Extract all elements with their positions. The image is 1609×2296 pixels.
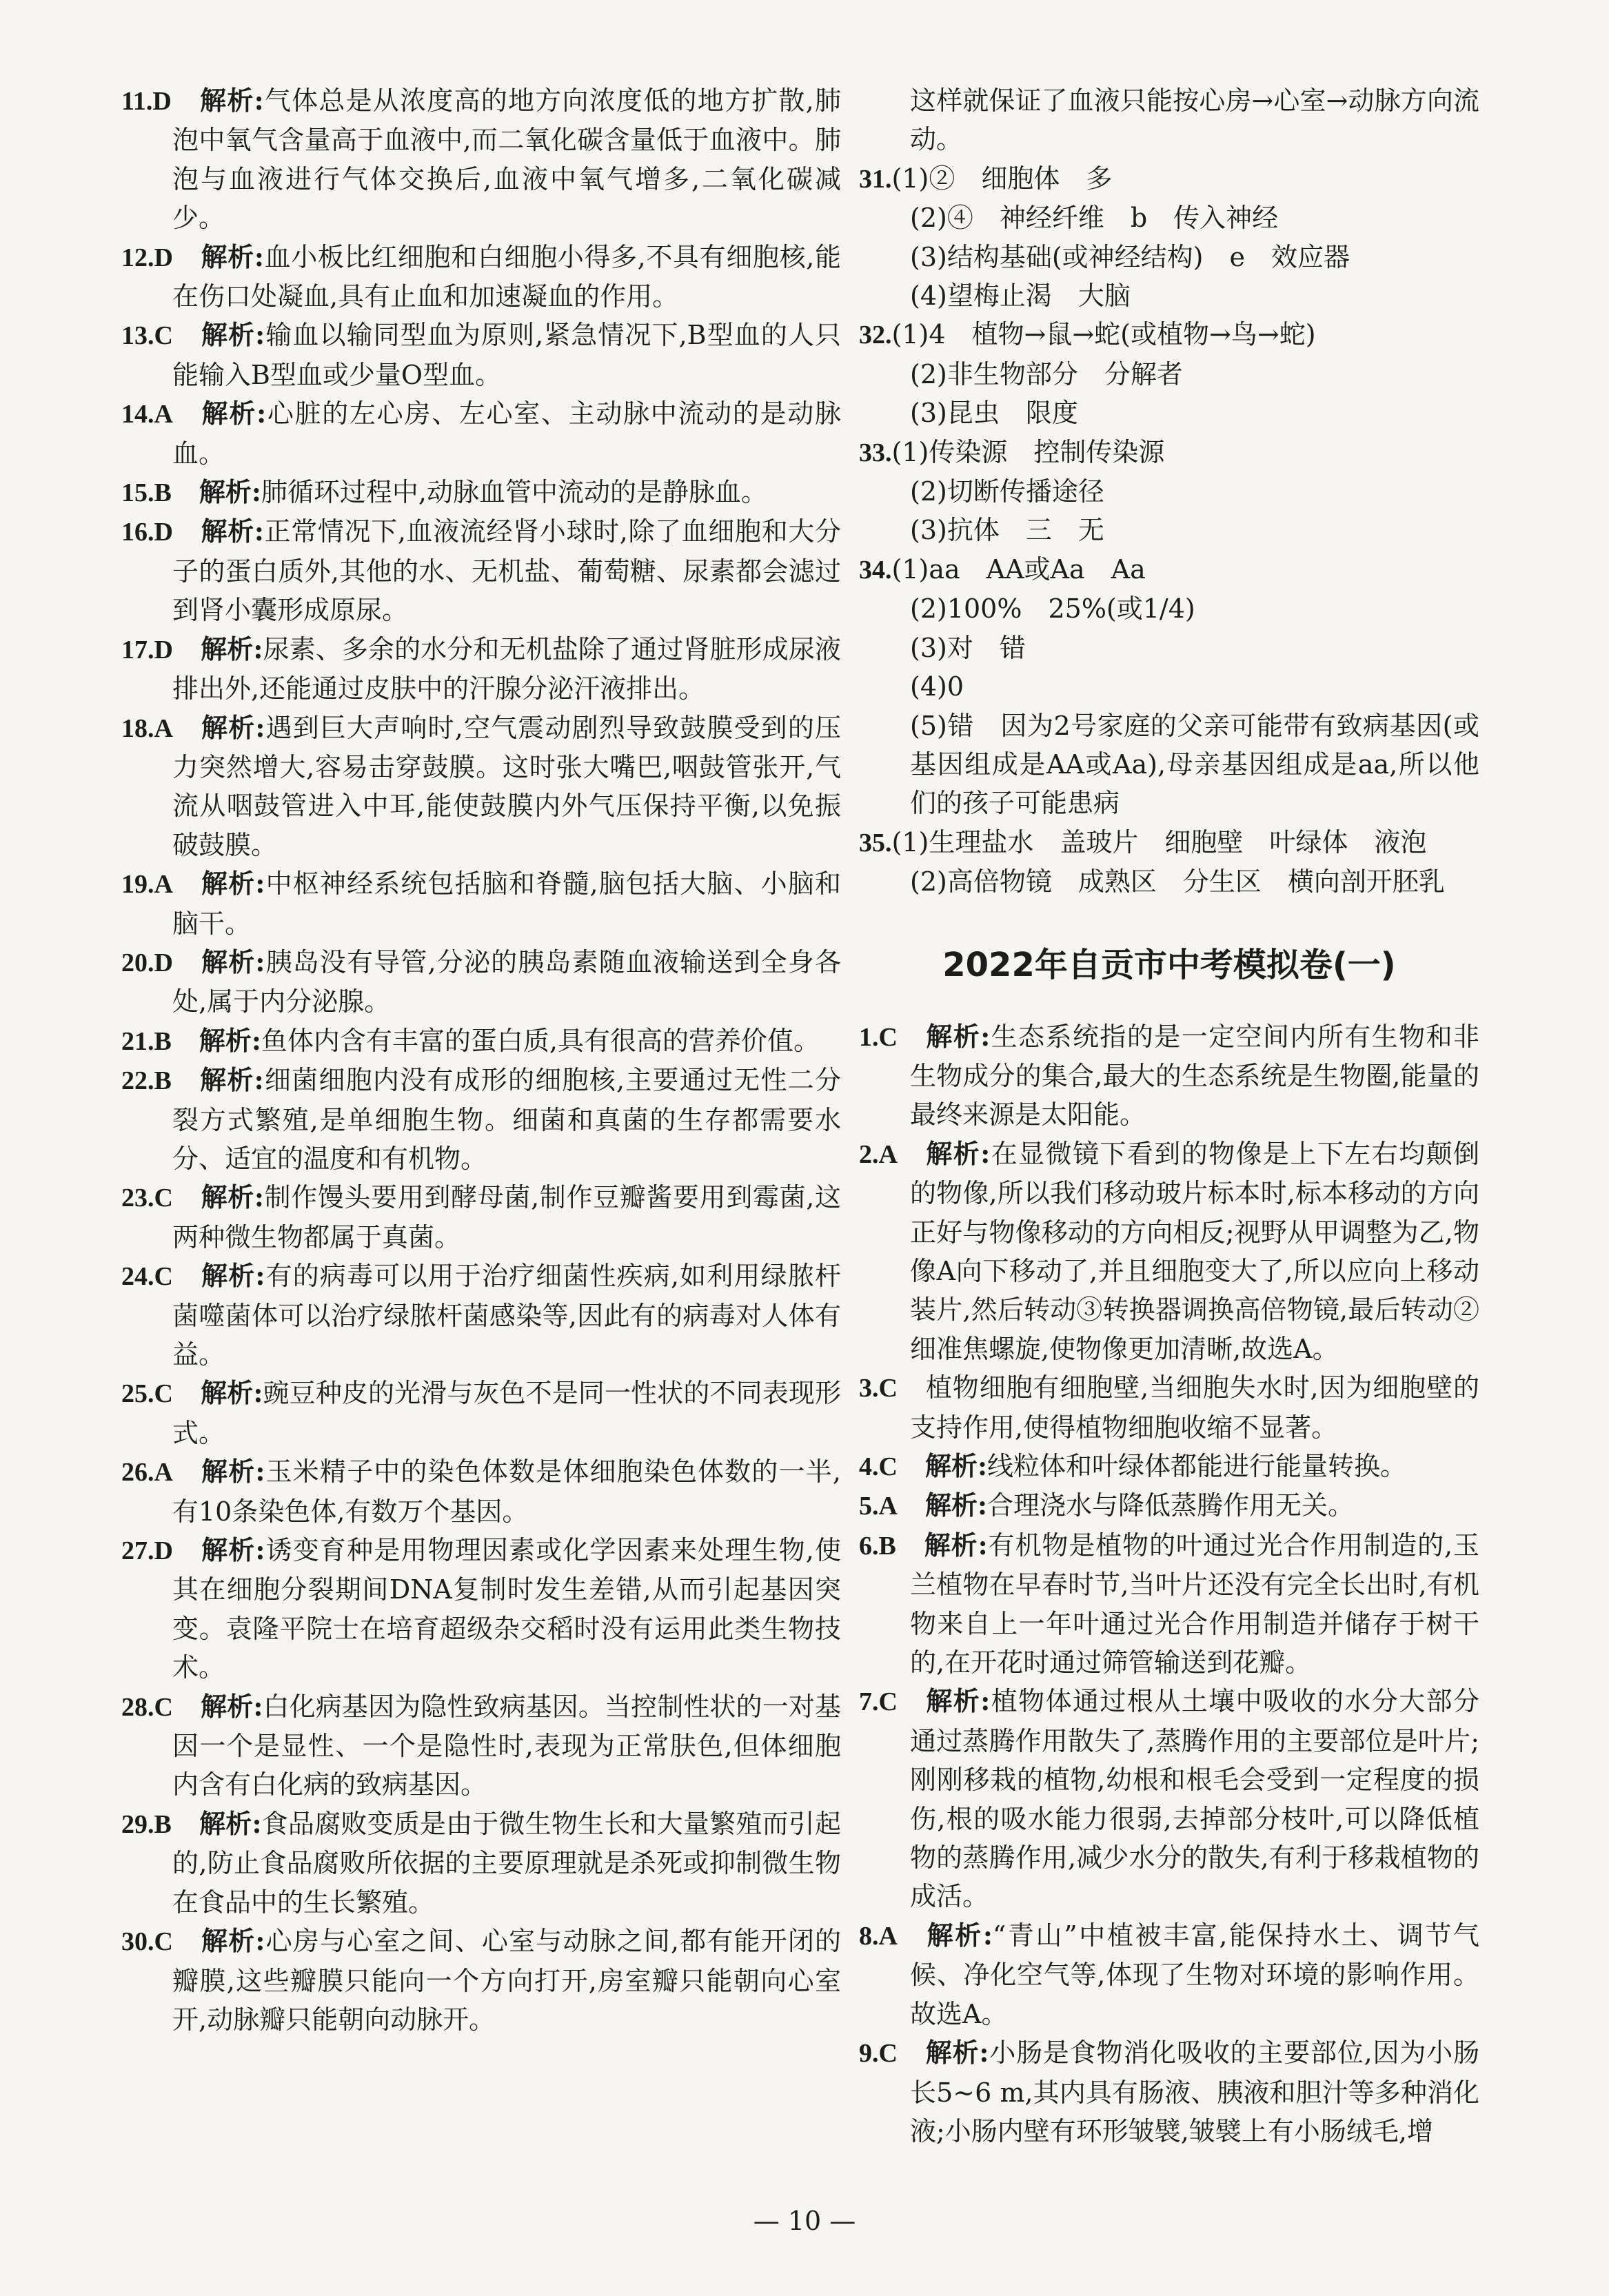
explanation-label: 解析: [200,319,265,351]
answer-letter: A [154,713,173,743]
answer-letter: A [154,400,173,429]
explanation-label: 解析: [924,1450,987,1481]
explanation-label: 解析: [200,868,265,900]
question-number: 34. [859,555,892,585]
question-number: 19. [121,870,154,900]
answer-letter: A [154,1458,173,1487]
explanation-text: 正常情况下,血液流经肾小球时,除了血细胞和大分子的蛋白质外,其他的水、无机盐、葡萄糖、尿素都会滤过到肾小囊形成原尿。 [172,516,841,626]
question-number: 9. [859,2039,879,2069]
explanation-text: 在显微镜下看到的物像是上下左右均颠倒的物像,所以我们移动玻片标本时,标本移动的方向正好与物像移动的方向相反;视野从甲调整为乙,物像A向下移动了,并且细胞变大了,所以应向上移动装片,然后转动③转换器调换高倍物镜,最后转动②细准焦螺旋,使物像更加清晰,故选A。 [910,1138,1479,1364]
answer-entry [121,864,841,943]
explanation-text: 有的病毒可以用于治疗细菌性疾病,如利用绿脓杆菌噬菌体可以治疗绿脓杆菌感染等,因此有的病毒对人体有益。 [172,1261,841,1370]
answer-letter: D [152,87,172,116]
question-number: 32. [859,321,892,350]
question-number: 20. [121,948,154,977]
explanation-label: 解析: [200,398,267,429]
explanation-label: 解析: [200,1377,263,1409]
answer-letter: C [154,1183,173,1213]
answer-entry [121,316,841,394]
answer-letter: B [154,1026,172,1056]
explanation-text: 遇到巨大声响时,空气震动剧烈导致鼓膜受到的压力突然增大,容易击穿鼓膜。这时张大嘴巴,咽鼓管张开,气流从咽鼓管进入中耳,能使鼓膜内外气压保持平衡,以免振破鼓膜。 [172,712,841,860]
question-number: 35. [859,828,892,857]
question-number: 5. [859,1492,879,1521]
answer-entry [859,1135,1479,1368]
question-number: 21. [121,1026,154,1056]
answer-entry [121,1452,841,1531]
section-title: 2022年自贡市中考模拟卷(一) [942,945,1396,984]
explanation-label: 解析: [199,1807,262,1839]
explanation-text: 小肠是食物消化吸收的主要部位,因为小肠长5~6 m,其内具有肠液、胰液和胆汁等多种消化液;小肠内壁有环形皱襞,皱襞上有小肠绒毛,增 [910,2038,1479,2146]
explanation-text: 制作馒头要用到酵母菌,制作豆瓣酱要用到霉菌,这两种微生物都属于真菌。 [172,1182,841,1252]
answer-letter: C [878,1374,898,1403]
answer-entry [121,630,841,709]
explanation-text: 生态系统指的是一定空间内所有生物和非生物成分的集合,最大的生态系统是生物圈,能量的最终来源是太阳能。 [910,1021,1479,1130]
explanation-label: 解析: [199,476,261,508]
answer-text: (1)② 细胞体 多 [891,163,1113,194]
answer-entry [121,473,841,512]
question-number: 12. [121,243,154,272]
explanation-text: 输血以输同型血为原则,紧急情况下,B型血的人只能输入B型血或少量O型血。 [172,320,841,390]
explanation-text: 气体总是从浓度高的地方向浓度低的地方扩散,肺泡中氧气含量高于血液中,而二氧化碳含量低于血液中。肺泡与血液进行气体交换后,血液中氧气增多,二氧化碳减少。 [172,85,841,234]
question-number: 3. [859,1374,879,1403]
fill-in-answers [859,159,1479,902]
explanation-label: 解析: [200,1260,265,1292]
explanation-text: 尿素、多余的水分和无机盐除了通过肾脏形成尿液排出外,还能通过皮肤中的汗腺分泌汗液排出。 [172,633,841,704]
question-number: 22. [121,1066,154,1096]
answer-letter: C [154,321,173,351]
answer-entry [121,1922,841,2039]
question-number: 7. [859,1687,879,1717]
question-number: 4. [859,1452,879,1481]
explanation-label: 解析: [200,633,263,664]
answer-group [859,433,1479,550]
explanation-text: 有机物是植物的叶通过光合作用制造的,玉兰植物在早春时节,当叶片还没有完全长出时,有机物来自上一年叶通过光合作用制造并储存于树干的,在开花时通过筛管输送到花瓣。 [910,1530,1479,1678]
right-column [859,81,1479,2151]
explanation-text: 白化病基因为隐性致病基因。当控制性状的一对基因一个是显性、一个是隐性时,表现为正常肤色,但体细胞内含有白化病的致病基因。 [172,1691,841,1800]
answer-line: (3)结构基础(或神经结构) e 效应器 [910,241,1350,272]
answer-line: (4)0 [910,671,964,702]
explanation-label: 解析: [924,1020,991,1052]
answer-line: (3)昆虫 限度 [910,398,1078,429]
answer-entry [121,238,841,316]
explanation-label: 解析: [924,1490,987,1521]
question-number: 25. [121,1379,154,1409]
answer-list [859,1017,1479,2151]
answer-letter: B [154,1066,172,1096]
answer-entry [121,1374,841,1452]
answer-letter: C [878,1022,898,1052]
answer-entry [859,1368,1479,1447]
answer-entry [859,1916,1479,2033]
continued-explanation: 这样就保证了血液只能按心房→心室→动脉方向流动。 [910,85,1479,155]
answer-text: (1)传染源 控制传染源 [891,436,1165,467]
explanation-text: 心脏的左心房、左心室、主动脉中流动的是动脉血。 [172,398,841,469]
answer-letter: C [878,2039,898,2069]
answer-letter: C [878,1687,898,1717]
answer-group [859,159,1479,316]
answer-letter: A [878,1139,898,1169]
answer-letter: B [154,1809,172,1839]
question-number: 29. [121,1809,154,1839]
page-number: — 10 — [753,2206,856,2236]
question-number: 31. [859,164,892,194]
answer-line: (2)高倍物镜 成熟区 分生区 横向剖开胚乳 [910,866,1445,897]
answer-text: (1)4 植物→鼠→蛇(或植物→鸟→蛇) [891,319,1316,350]
explanation-label: 解析: [200,1925,265,1957]
explanation-label: 解析: [923,1529,988,1561]
explanation-label: 解析: [924,2037,989,2069]
answer-letter: A [878,1492,898,1521]
explanation-text: 细菌细胞内没有成形的细胞核,主要通过无性二分裂方式繁殖,是单细胞生物。细菌和真菌的生存都需要水分、适宜的温度和有机物。 [172,1065,841,1174]
answer-line [859,159,1479,199]
explanation-label: 解析: [200,711,265,743]
left-column [121,81,841,2039]
question-number: 18. [121,713,154,743]
answer-text: (1)aa AA或Aa Aa [891,553,1146,585]
answer-line [859,823,1479,862]
explanation-text: 豌豆种皮的光滑与灰色不是同一性状的不同表现形式。 [172,1378,841,1448]
question-number: 15. [121,478,154,508]
question-number: 26. [121,1458,154,1487]
question-number: 23. [121,1183,154,1213]
answer-entry [859,1682,1479,1916]
answer-line [859,315,1479,354]
answer-group [859,315,1479,432]
answer-entry [121,81,841,238]
answer-line [859,550,1479,589]
explanation-text: 胰岛没有导管,分泌的胰岛素随血液输送到全身各处,属于内分泌腺。 [172,946,841,1017]
answer-letter: A [154,870,173,900]
answer-line: (5)错 因为2号家庭的父亲可能带有致病基因(或基因组成是AA或Aa),母亲基因组成是aa,所以他们的孩子可能患病 [910,710,1479,819]
question-number: 2. [859,1139,879,1169]
answer-letter: D [154,1536,173,1566]
answer-letter: C [154,1692,173,1722]
explanation-label: 解析: [924,1685,991,1717]
answer-entry [121,709,841,865]
question-number: 30. [121,1927,154,1957]
answer-letter: A [878,1921,898,1951]
answer-entry [121,512,841,629]
answer-entry [121,1061,841,1178]
explanation-label: 解析: [200,516,264,547]
explanation-label: 解析: [199,85,264,116]
explanation-label: 解析: [200,241,264,272]
answer-letter: D [154,635,173,664]
answer-entry [859,1526,1479,1683]
question-number: 16. [121,518,154,547]
answer-letter: D [154,243,173,272]
explanation-text: 植物体通过根从土壤中吸收的水分大部分通过蒸腾作用散失了,蒸腾作用的主要部位是叶片;刚刚移栽的植物,幼根和根毛会受到一定程度的损伤,根的吸水能力很弱,去掉部分枝叶,可以降低植物的蒸腾作用,减少水分的散失,有利于移栽植物的成活。 [910,1686,1479,1912]
answer-entry [121,1022,841,1061]
answer-entry [859,1447,1479,1486]
question-number: 1. [859,1022,879,1052]
explanation-label: 解析: [199,1064,264,1096]
question-number: 27. [121,1536,154,1566]
answer-letter: B [878,1531,896,1561]
answer-line: (2)非生物部分 分解者 [910,358,1183,389]
explanation-label: 解析: [200,1534,265,1566]
answer-letter: B [154,478,172,508]
answer-line: (3)对 错 [910,632,1026,663]
question-number: 6. [859,1531,879,1561]
answer-letter: C [154,1927,173,1957]
answer-line: (4)望梅止渴 大脑 [910,281,1131,312]
explanation-label: 解析: [200,1690,263,1722]
answer-letter: C [878,1452,898,1481]
question-number: 17. [121,635,154,664]
explanation-text: 肺循环过程中,动脉血管中流动的是静脉血。 [261,477,767,508]
explanation-label: 解析: [200,1456,265,1487]
question-number: 24. [121,1262,154,1292]
answer-group [859,823,1479,902]
explanation-text: 合理浇水与降低蒸腾作用无关。 [986,1490,1354,1521]
answer-entry [121,1257,841,1374]
question-number: 14. [121,400,154,429]
answer-entry [859,1486,1479,1525]
answer-letter: D [154,948,173,977]
answer-entry [121,1805,841,1922]
answer-line: (2)100% 25%(或1/4) [910,593,1195,624]
answer-entry [859,1017,1479,1135]
answer-entry [121,394,841,473]
answer-entry [121,1531,841,1687]
explanation-text: 血小板比红细胞和白细胞小得多,不具有细胞核,能在伤口处凝血,具有止血和加速凝血的作用。 [172,241,841,312]
question-number: 8. [859,1921,879,1951]
answer-letter: C [154,1379,173,1409]
explanation-text: 玉米精子中的染色体数是体细胞染色体数的一半,有10条染色体,有数万个基因。 [172,1456,841,1527]
explanation-label: 解析: [200,1181,264,1213]
question-number: 13. [121,321,154,351]
answer-line [859,433,1479,472]
question-number: 11. [121,87,153,116]
explanation-text: 鱼体内含有丰富的蛋白质,具有很高的营养价值。 [261,1025,820,1056]
answer-letter: D [154,518,173,547]
answer-line: (3)抗体 三 无 [910,515,1104,546]
answer-text: (1)生理盐水 盖玻片 细胞壁 叶绿体 液泡 [891,826,1427,857]
answer-entry [121,1178,841,1257]
answer-entry [859,2033,1479,2151]
answer-entry [121,943,841,1022]
answer-line: (2)切断传播途径 [910,476,1104,507]
explanation-text: 植物细胞有细胞壁,当细胞失水时,因为细胞壁的支持作用,使得植物细胞收缩不显著。 [910,1372,1479,1443]
answer-line: (2)④ 神经纤维 b 传入神经 [910,203,1279,234]
explanation-text: “青山”中植被丰富,能保持水土、调节气候、净化空气等,体现了生物对环境的影响作用。故选A。 [910,1920,1480,2029]
explanation-text: 中枢神经系统包括脑和脊髓,脑包括大脑、小脑和脑干。 [172,868,841,939]
explanation-label: 解析: [924,1919,993,1951]
explanation-text: 食品腐败变质是由于微生物生长和大量繁殖而引起的,防止食品腐败所依据的主要原理就是杀死或抑制微生物在食品中的生长繁殖。 [172,1808,841,1918]
explanation-text: 心房与心室之间、心室与动脉之间,都有能开闭的瓣膜,这些瓣膜只能向一个方向打开,房室瓣只能朝向心室开,动脉瓣只能朝向动脉开。 [172,1926,841,2035]
explanation-label: 解析: [199,1024,261,1056]
explanation-text: 诱变育种是用物理因素或化学因素来处理生物,使其在细胞分裂期间DNA复制时发生差错,从而引起基因突变。袁隆平院士在培育超级杂交稻时没有运用此类生物技术。 [172,1535,841,1683]
question-number: 28. [121,1692,154,1722]
explanation-text: 线粒体和叶绿体都能进行能量转换。 [986,1451,1406,1481]
question-number: 33. [859,438,892,467]
answer-entry [121,1687,841,1805]
explanation-label: 解析: [924,1137,991,1169]
answer-group [859,550,1479,823]
explanation-label: 解析: [200,946,265,977]
answer-letter: C [154,1262,173,1292]
